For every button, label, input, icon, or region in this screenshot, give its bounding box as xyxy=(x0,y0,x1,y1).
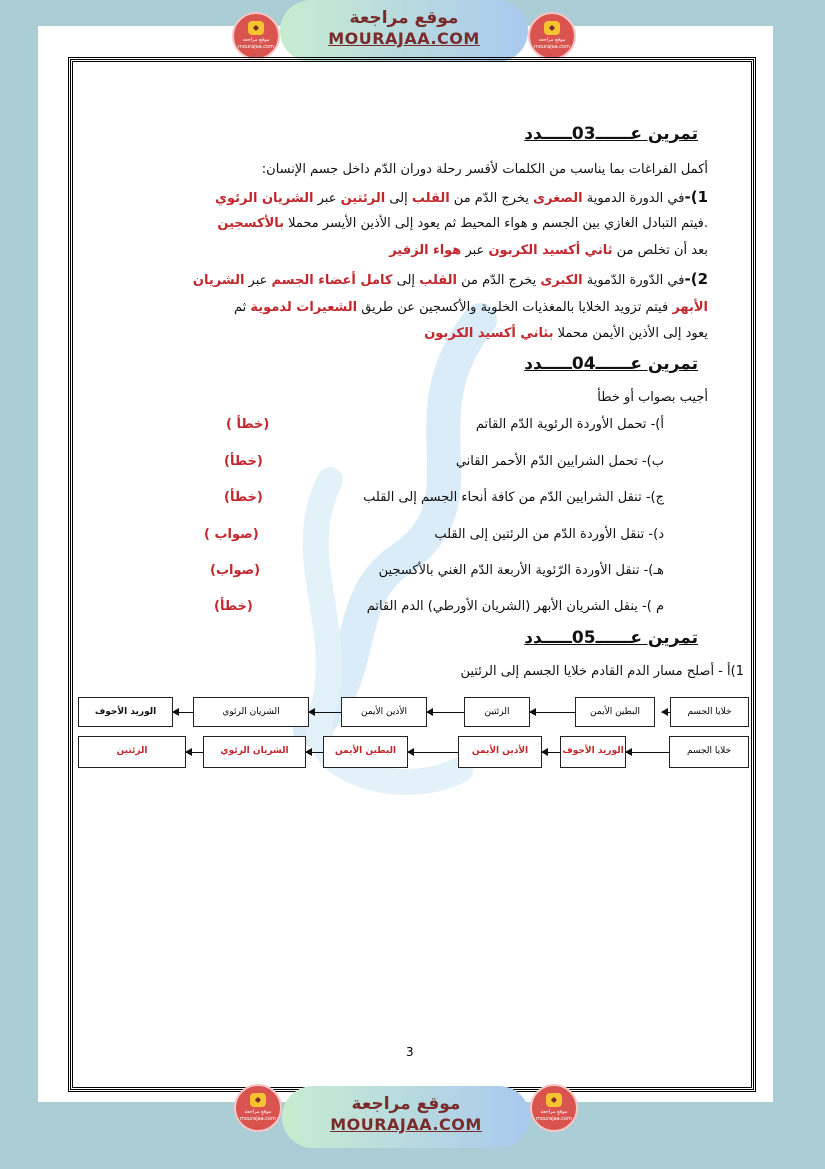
flow-box: الشريان الرئوي xyxy=(193,697,309,727)
item-number: 2)- xyxy=(684,270,708,288)
tf-answer-2: (خطأ) xyxy=(224,454,263,469)
text: يخرج الدّم من xyxy=(456,273,541,288)
text: يخرج الدّم من xyxy=(449,191,534,206)
banner-url[interactable]: MOURAJAA.COM xyxy=(328,29,480,48)
exercise-3-title: تمرين عــــــ03ـــــدد xyxy=(524,124,698,144)
arrow-icon xyxy=(427,712,464,713)
answer: ثاني أكسيد الكربون xyxy=(488,243,613,258)
item-number: 1)- xyxy=(684,188,708,206)
site-logo-right-top[interactable] xyxy=(528,12,576,60)
logo-icon: ◆ xyxy=(248,21,264,35)
arrow-icon xyxy=(408,752,458,753)
logo-caption: موقع مراجعة mourajaa.com xyxy=(237,37,274,50)
site-banner-top[interactable] xyxy=(280,0,528,62)
answer: الرئتين xyxy=(340,191,386,206)
flow-box: الوريد الأجوف xyxy=(560,736,626,768)
flow-box: الأذين الأيمن xyxy=(341,697,427,727)
exercise-3-line-2 xyxy=(217,216,708,231)
answer: الشريان xyxy=(192,273,245,288)
tf-item-5: هـ)- تنقل الأوردة الرّئوية الأربعة الدّم الغني بالأكسجين xyxy=(378,563,664,578)
tf-item-4: د)- تنقل الأوردة الدّم من الرئتين إلى القلب xyxy=(434,527,664,542)
flow-box: خلايا الجسم xyxy=(669,736,749,768)
logo-icon: ◆ xyxy=(546,1093,562,1107)
logo-caption: موقع مراجعة mourajaa.com xyxy=(535,1109,572,1122)
text: بعد أن تخلص من xyxy=(612,243,708,258)
answer: الكبرى xyxy=(540,273,583,288)
logo-caption: موقع مراجعة mourajaa.com xyxy=(533,37,570,50)
flow-box: خلايا الجسم xyxy=(670,697,749,727)
logo-caption: موقع مراجعة mourajaa.com xyxy=(239,1109,276,1122)
arrow-icon xyxy=(530,712,575,713)
exercise-3-line-3 xyxy=(389,243,708,258)
exercise-4-title: تمرين عــــــ04ـــــدد xyxy=(524,354,698,374)
flow-box: الشريان الرئوي xyxy=(203,736,306,768)
answer: كامل أعضاء الجسم xyxy=(271,273,393,288)
exercise-3-intro: أكمل الفراغات بما يناسب من الكلمات لأقسر رحلة دوران الدّم داخل جسم الإنسان: xyxy=(261,162,708,177)
tf-item-1: أ)- تحمل الأوردة الرئوية الدّم القاتم xyxy=(475,417,664,432)
text: إلى xyxy=(385,191,412,206)
answer: الشعيرات لدموية xyxy=(250,300,358,315)
answer: الصغرى xyxy=(533,191,583,206)
page-number: 3 xyxy=(406,1045,414,1059)
exercise-3-line-1 xyxy=(215,188,708,206)
tf-item-6: م )- ينقل الشريان الأبهر (الشريان الأورطي) الدم القاتم xyxy=(366,599,664,614)
arrow-icon xyxy=(186,752,203,753)
text: فيتم تزويد الخلايا بالمغذيات الخلوية والأكسجين عن طريق xyxy=(357,300,673,315)
arrow-icon xyxy=(626,752,669,753)
site-logo-left-bottom[interactable] xyxy=(234,1084,282,1132)
banner-arabic-title: موقع مراجعة xyxy=(351,1094,461,1114)
text: إلى xyxy=(392,273,420,288)
exercise-3-line-5 xyxy=(234,300,708,315)
site-banner-bottom[interactable] xyxy=(282,1086,530,1148)
text: ثم xyxy=(234,300,251,315)
flow-box: الوريد الأجوف xyxy=(78,697,173,727)
exercise-3-line-4 xyxy=(193,270,708,288)
arrow-icon xyxy=(542,752,560,753)
flow-box: الرئتين xyxy=(464,697,530,727)
text: .فيتم التبادل الغازي بين الجسم و هواء المحيط ثم يعود إلى الأذين الأيسر محملا xyxy=(284,216,708,231)
text: عبر xyxy=(313,191,341,206)
flow-box: الرئتين xyxy=(78,736,186,768)
arrow-icon xyxy=(173,712,193,713)
exercise-5-title: تمرين عــــــ05ـــــدد xyxy=(524,628,698,648)
flow-box: الأذين الأيمن xyxy=(458,736,542,768)
arrow-icon xyxy=(662,712,670,713)
tf-answer-4: (صواب ) xyxy=(204,527,259,542)
exercise-4-intro: أجيب بصواب أو خطأ xyxy=(597,390,708,405)
tf-item-3: ج)- تنقل الشرايين الدّم من كافة أنحاء الجسم إلى القلب xyxy=(363,490,664,505)
answer: القلب xyxy=(419,273,457,288)
tf-answer-5: (صواب) xyxy=(210,563,261,578)
answer: الأبهر xyxy=(672,300,708,315)
arrow-icon xyxy=(306,752,323,753)
text: في الدّورة الدّموية xyxy=(582,273,685,288)
site-logo-right-bottom[interactable] xyxy=(530,1084,578,1132)
flow-box: البطين الأيمن xyxy=(575,697,655,727)
logo-icon: ◆ xyxy=(250,1093,266,1107)
text: عبر xyxy=(461,243,489,258)
arrow-icon xyxy=(309,712,341,713)
answer: بالأكسجين xyxy=(217,216,285,231)
answer: الشريان الرئوي xyxy=(215,191,314,206)
answer: بثاني أكسيد الكربون xyxy=(424,326,554,341)
site-logo-left-top[interactable] xyxy=(232,12,280,60)
tf-item-2: ب)- تحمل الشرايين الدّم الأحمر القاني xyxy=(455,454,664,469)
text: عبر xyxy=(244,273,272,288)
answer: هواء الزفير xyxy=(389,243,462,258)
logo-icon: ◆ xyxy=(544,21,560,35)
exercise-3-line-6 xyxy=(424,326,708,341)
banner-url[interactable]: MOURAJAA.COM xyxy=(330,1115,482,1134)
text: يعود إلى الأذين الأيمن محملا xyxy=(553,326,708,341)
text: في الدورة الدموية xyxy=(582,191,685,206)
flow-box: البطين الأيمن xyxy=(323,736,408,768)
tf-answer-1: (خطأ ) xyxy=(226,417,270,432)
answer: القلب xyxy=(411,191,450,206)
banner-arabic-title: موقع مراجعة xyxy=(349,8,459,28)
exercise-5-instruction: 1)أ - أصلح مسار الدم القادم خلايا الجسم إلى الرئتين xyxy=(460,664,744,679)
tf-answer-3: (خطأ) xyxy=(224,490,263,505)
tf-answer-6: (خطأ) xyxy=(214,599,253,614)
